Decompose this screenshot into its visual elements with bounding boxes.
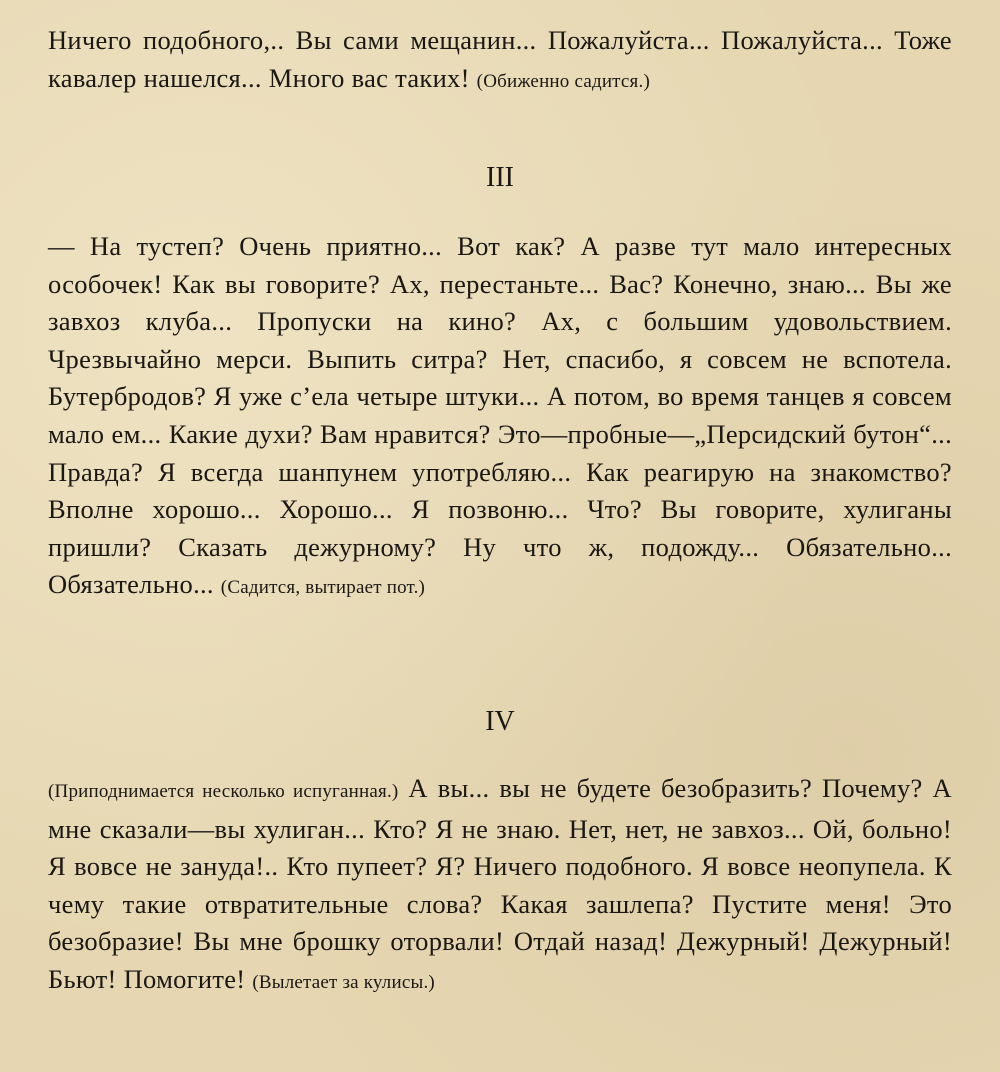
paragraph-continued xyxy=(48,22,952,100)
stage-direction: (Садится, вытирает пот.) xyxy=(220,577,426,599)
stage-direction-open: (Приподнимается несколько испуганная.) xyxy=(48,781,399,802)
section-number-4: IV xyxy=(485,706,515,737)
stage-direction: (Вылетает за кулисы.) xyxy=(252,971,435,993)
paragraph-text: — На тустеп? Очень приятно... Вот как? А разве тут мало интересных особочек! Как вы говорите? Ах, перестаньте... Вас? Конечно, знаю... Вы же завхоз клуба... Пропуски на кино? Ах, с большим удовольствием. Чрезвычайно мерси. Выпить ситра? Нет, спасибо, я совсем не вспотела. Бутербродов? Я уже с’ела четыре штуки... А потом, во время танцев я совсем мало ем... Какие духи? Вам нравится? Это—пробные—„Персидский бутон“... Правда? Я всегда шанпунем употребляю... Как реагирую на знакомство? Вполне хорошо... Хорошо... Я позвоню... Что? Вы говорите, хулиганы пришли? Сказать дежурному? Ну что ж, подожду... Обязательно... Обязательно... xyxy=(48,231,952,600)
paragraph-section-3 xyxy=(48,228,952,607)
paragraph-text: А вы... вы не будете безобразить? Почему? А мне сказали—вы хулиган... Кто? Я не знаю. Нет, нет, не завхоз... Ой, больно! Я вовсе не зануда!.. Кто пупеет? Я? Ничего подобного. Я вовсе неопупела. К чему такие отвратительные слова? Какая зашлепа? Пустите меня! Это безобразие! Вы мне брошку оторвали! Отдай назад! Дежурный! Дежурный! Бьют! Помогите! xyxy=(48,773,952,994)
paragraph-section-4 xyxy=(48,770,952,1002)
paragraph-text: Ничего подобного,.. Вы сами мещанин... Пожалуйста... Пожалуйста... Тоже кавалер нашелся... Много вас таких! xyxy=(48,25,952,93)
section-number-3: III xyxy=(486,162,514,193)
stage-direction: (Обиженно садится.) xyxy=(476,70,650,92)
